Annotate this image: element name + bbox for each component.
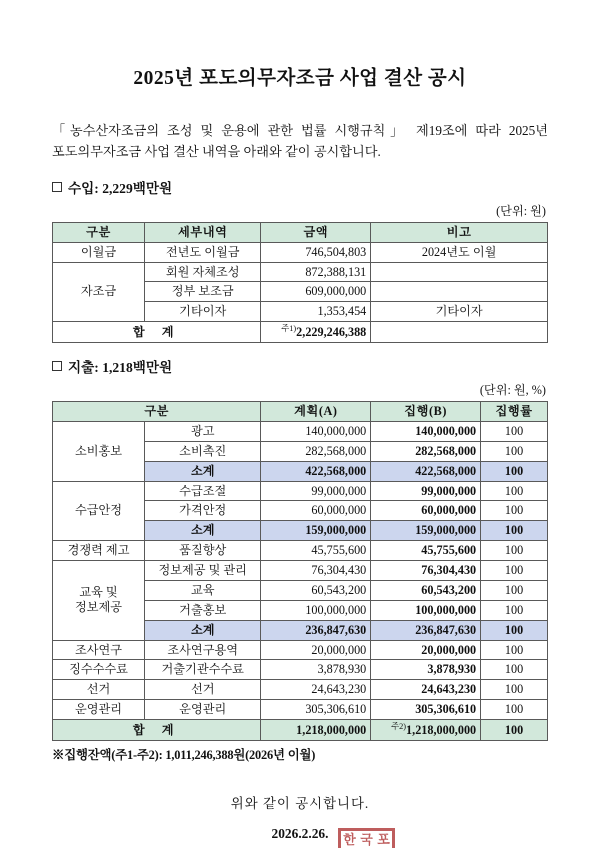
income-cell-detail: 기타이자 (145, 302, 261, 322)
expense-total-row (53, 720, 548, 741)
table-row (53, 640, 548, 660)
income-unit-note: (단위: 원) (496, 203, 546, 218)
expense-cell-detail: 광고 (145, 421, 261, 441)
expense-cell-rate: 100 (481, 620, 548, 640)
expense-cell-group: 징수수수료 (53, 660, 145, 680)
balance-footnote: ※집행잔액(주1-주2): 1,011,246,388원(2026년 이월) (52, 748, 316, 762)
table-row (53, 541, 548, 561)
expense-cell-rate: 100 (481, 461, 548, 481)
expense-cell-exec: 60,543,200 (371, 580, 481, 600)
checkbox-icon (52, 182, 62, 192)
expense-cell-exec: 99,000,000 (371, 481, 481, 501)
expense-cell-exec: 24,643,230 (371, 680, 481, 700)
expense-cell-exec: 60,000,000 (371, 501, 481, 521)
expense-cell-exec: 159,000,000 (371, 521, 481, 541)
income-cell-amount: 746,504,803 (261, 242, 371, 262)
income-cell-remark: 2024년도 이월 (371, 242, 548, 262)
expense-cell-exec: 100,000,000 (371, 600, 481, 620)
expense-unit-note: (단위: 원, %) (479, 383, 546, 398)
expense-cell-detail: 품질향상 (145, 541, 261, 561)
expense-cell-group: 운영관리 (53, 700, 145, 720)
expense-table-header-row (53, 402, 548, 422)
expense-cell-detail: 가격안정 (145, 501, 261, 521)
expense-col-rate: 집행률 (481, 402, 548, 422)
expense-cell-detail: 거출기관수수료 (145, 660, 261, 680)
expense-cell-exec: 3,878,930 (371, 660, 481, 680)
expense-cell-exec: 140,000,000 (371, 421, 481, 441)
expense-cell-plan: 76,304,430 (261, 561, 371, 581)
income-total-amount (261, 322, 371, 343)
seal-character: 국 (360, 832, 373, 847)
closing-statement: 위와 같이 공시합니다. (230, 796, 370, 811)
expense-cell-plan: 282,568,000 (261, 441, 371, 461)
income-table (52, 222, 548, 343)
official-seal-icon (338, 828, 395, 848)
expense-cell-rate: 100 (481, 580, 548, 600)
expense-cell-rate: 100 (481, 481, 548, 501)
expense-cell-plan: 236,847,630 (261, 620, 371, 640)
expense-cell-detail: 소계 (145, 461, 261, 481)
expense-cell-detail: 선거 (145, 680, 261, 700)
expense-cell-plan: 20,000,000 (261, 640, 371, 660)
expense-cell-detail: 소계 (145, 620, 261, 640)
table-row (53, 242, 548, 262)
expense-table (52, 401, 548, 741)
table-row (53, 262, 548, 282)
expense-cell-exec: 305,306,610 (371, 700, 481, 720)
income-total-row (53, 322, 548, 343)
income-col-remark: 비고 (371, 222, 548, 242)
expense-cell-plan: 60,543,200 (261, 580, 371, 600)
expense-cell-exec: 20,000,000 (371, 640, 481, 660)
income-cell-remark (371, 282, 548, 302)
expense-cell-detail: 소비촉진 (145, 441, 261, 461)
expense-cell-rate: 100 (481, 501, 548, 521)
expense-cell-detail: 조사연구용역 (145, 640, 261, 660)
income-cell-amount: 609,000,000 (261, 282, 371, 302)
expense-total-note: 주2) (391, 722, 407, 732)
table-row (53, 660, 548, 680)
expense-cell-plan: 45,755,600 (261, 541, 371, 561)
expense-cell-exec: 45,755,600 (371, 541, 481, 561)
expense-total-plan: 1,218,000,000 (261, 720, 371, 741)
expense-cell-plan: 159,000,000 (261, 521, 371, 541)
income-total-label: 합 계 (53, 322, 261, 343)
seal-character: 포 (377, 832, 390, 847)
expense-col-exec: 집행(B) (371, 402, 481, 422)
checkbox-icon (52, 361, 62, 371)
expense-cell-rate: 100 (481, 660, 548, 680)
signature-date: 2026.2.26. (271, 826, 329, 841)
expense-cell-plan: 422,568,000 (261, 461, 371, 481)
expense-cell-rate: 100 (481, 680, 548, 700)
income-heading-label: 수입: 2,229백만원 (68, 180, 173, 196)
expense-cell-rate: 100 (481, 441, 548, 461)
expense-total-exec-value: 1,218,000,000 (406, 723, 477, 738)
expense-cell-group: 경쟁력 제고 (53, 541, 145, 561)
expense-col-plan: 계획(A) (261, 402, 371, 422)
income-col-detail: 세부내역 (145, 222, 261, 242)
income-cell-group: 이월금 (53, 242, 145, 262)
expense-total-exec (371, 720, 481, 741)
expense-cell-group: 교육 및 정보제공 (53, 561, 145, 641)
income-cell-remark: 기타이자 (371, 302, 548, 322)
intro-paragraph: 「농수산자조금의 조성 및 운용에 관한 법률 시행규칙」 제19조에 따라 2025년 포도의무자조금 사업 결산 내역을 아래와 같이 공시합니다. (52, 123, 548, 160)
income-cell-amount: 1,353,454 (261, 302, 371, 322)
expense-cell-rate: 100 (481, 521, 548, 541)
expense-cell-exec: 76,304,430 (371, 561, 481, 581)
income-cell-detail: 전년도 이월금 (145, 242, 261, 262)
expense-cell-plan: 24,643,230 (261, 680, 371, 700)
expense-cell-plan: 305,306,610 (261, 700, 371, 720)
table-row (53, 481, 548, 501)
income-cell-detail: 정부 보조금 (145, 282, 261, 302)
expense-cell-rate: 100 (481, 561, 548, 581)
table-row (53, 421, 548, 441)
expense-cell-rate: 100 (481, 421, 548, 441)
expense-cell-rate: 100 (481, 640, 548, 660)
income-section-heading (52, 163, 548, 197)
table-row (53, 700, 548, 720)
expense-col-group: 구분 (53, 402, 261, 422)
expense-cell-plan: 3,878,930 (261, 660, 371, 680)
expense-cell-exec: 282,568,000 (371, 441, 481, 461)
expense-cell-rate: 100 (481, 600, 548, 620)
income-table-body (53, 242, 548, 322)
expense-cell-plan: 100,000,000 (261, 600, 371, 620)
table-row (53, 680, 548, 700)
expense-cell-detail: 정보제공 및 관리 (145, 561, 261, 581)
expense-cell-rate: 100 (481, 700, 548, 720)
page-title: 2025년 포도의무자조금 사업 결산 공시 (133, 68, 467, 89)
expense-cell-group: 선거 (53, 680, 145, 700)
expense-cell-detail: 수급조절 (145, 481, 261, 501)
expense-cell-exec: 422,568,000 (371, 461, 481, 481)
expense-section-heading (52, 343, 548, 376)
expense-cell-exec: 236,847,630 (371, 620, 481, 640)
income-cell-group: 자조금 (53, 262, 145, 322)
income-table-header-row (53, 222, 548, 242)
expense-cell-group: 소비홍보 (53, 421, 145, 481)
income-cell-amount: 872,388,131 (261, 262, 371, 282)
expense-table-body (53, 421, 548, 719)
income-cell-detail: 회원 자체조성 (145, 262, 261, 282)
expense-cell-plan: 140,000,000 (261, 421, 371, 441)
expense-cell-detail: 거출홍보 (145, 600, 261, 620)
expense-cell-group: 조사연구 (53, 640, 145, 660)
income-total-amount-value: 2,229,246,388 (296, 325, 367, 340)
expense-cell-detail: 교육 (145, 580, 261, 600)
seal-character: 한 (343, 832, 356, 847)
income-total-remark (371, 322, 548, 343)
income-col-group: 구분 (53, 222, 145, 242)
income-col-amount: 금액 (261, 222, 371, 242)
income-cell-remark (371, 262, 548, 282)
expense-cell-detail: 운영관리 (145, 700, 261, 720)
expense-heading-label: 지출: 1,218백만원 (68, 360, 173, 376)
expense-cell-rate: 100 (481, 541, 548, 561)
expense-total-rate: 100 (481, 720, 548, 741)
expense-cell-detail: 소계 (145, 521, 261, 541)
expense-cell-group: 수급안정 (53, 481, 145, 541)
income-total-note: 주1) (281, 324, 297, 334)
expense-cell-plan: 99,000,000 (261, 481, 371, 501)
expense-total-label: 합 계 (53, 720, 261, 741)
expense-cell-plan: 60,000,000 (261, 501, 371, 521)
table-row (53, 561, 548, 581)
